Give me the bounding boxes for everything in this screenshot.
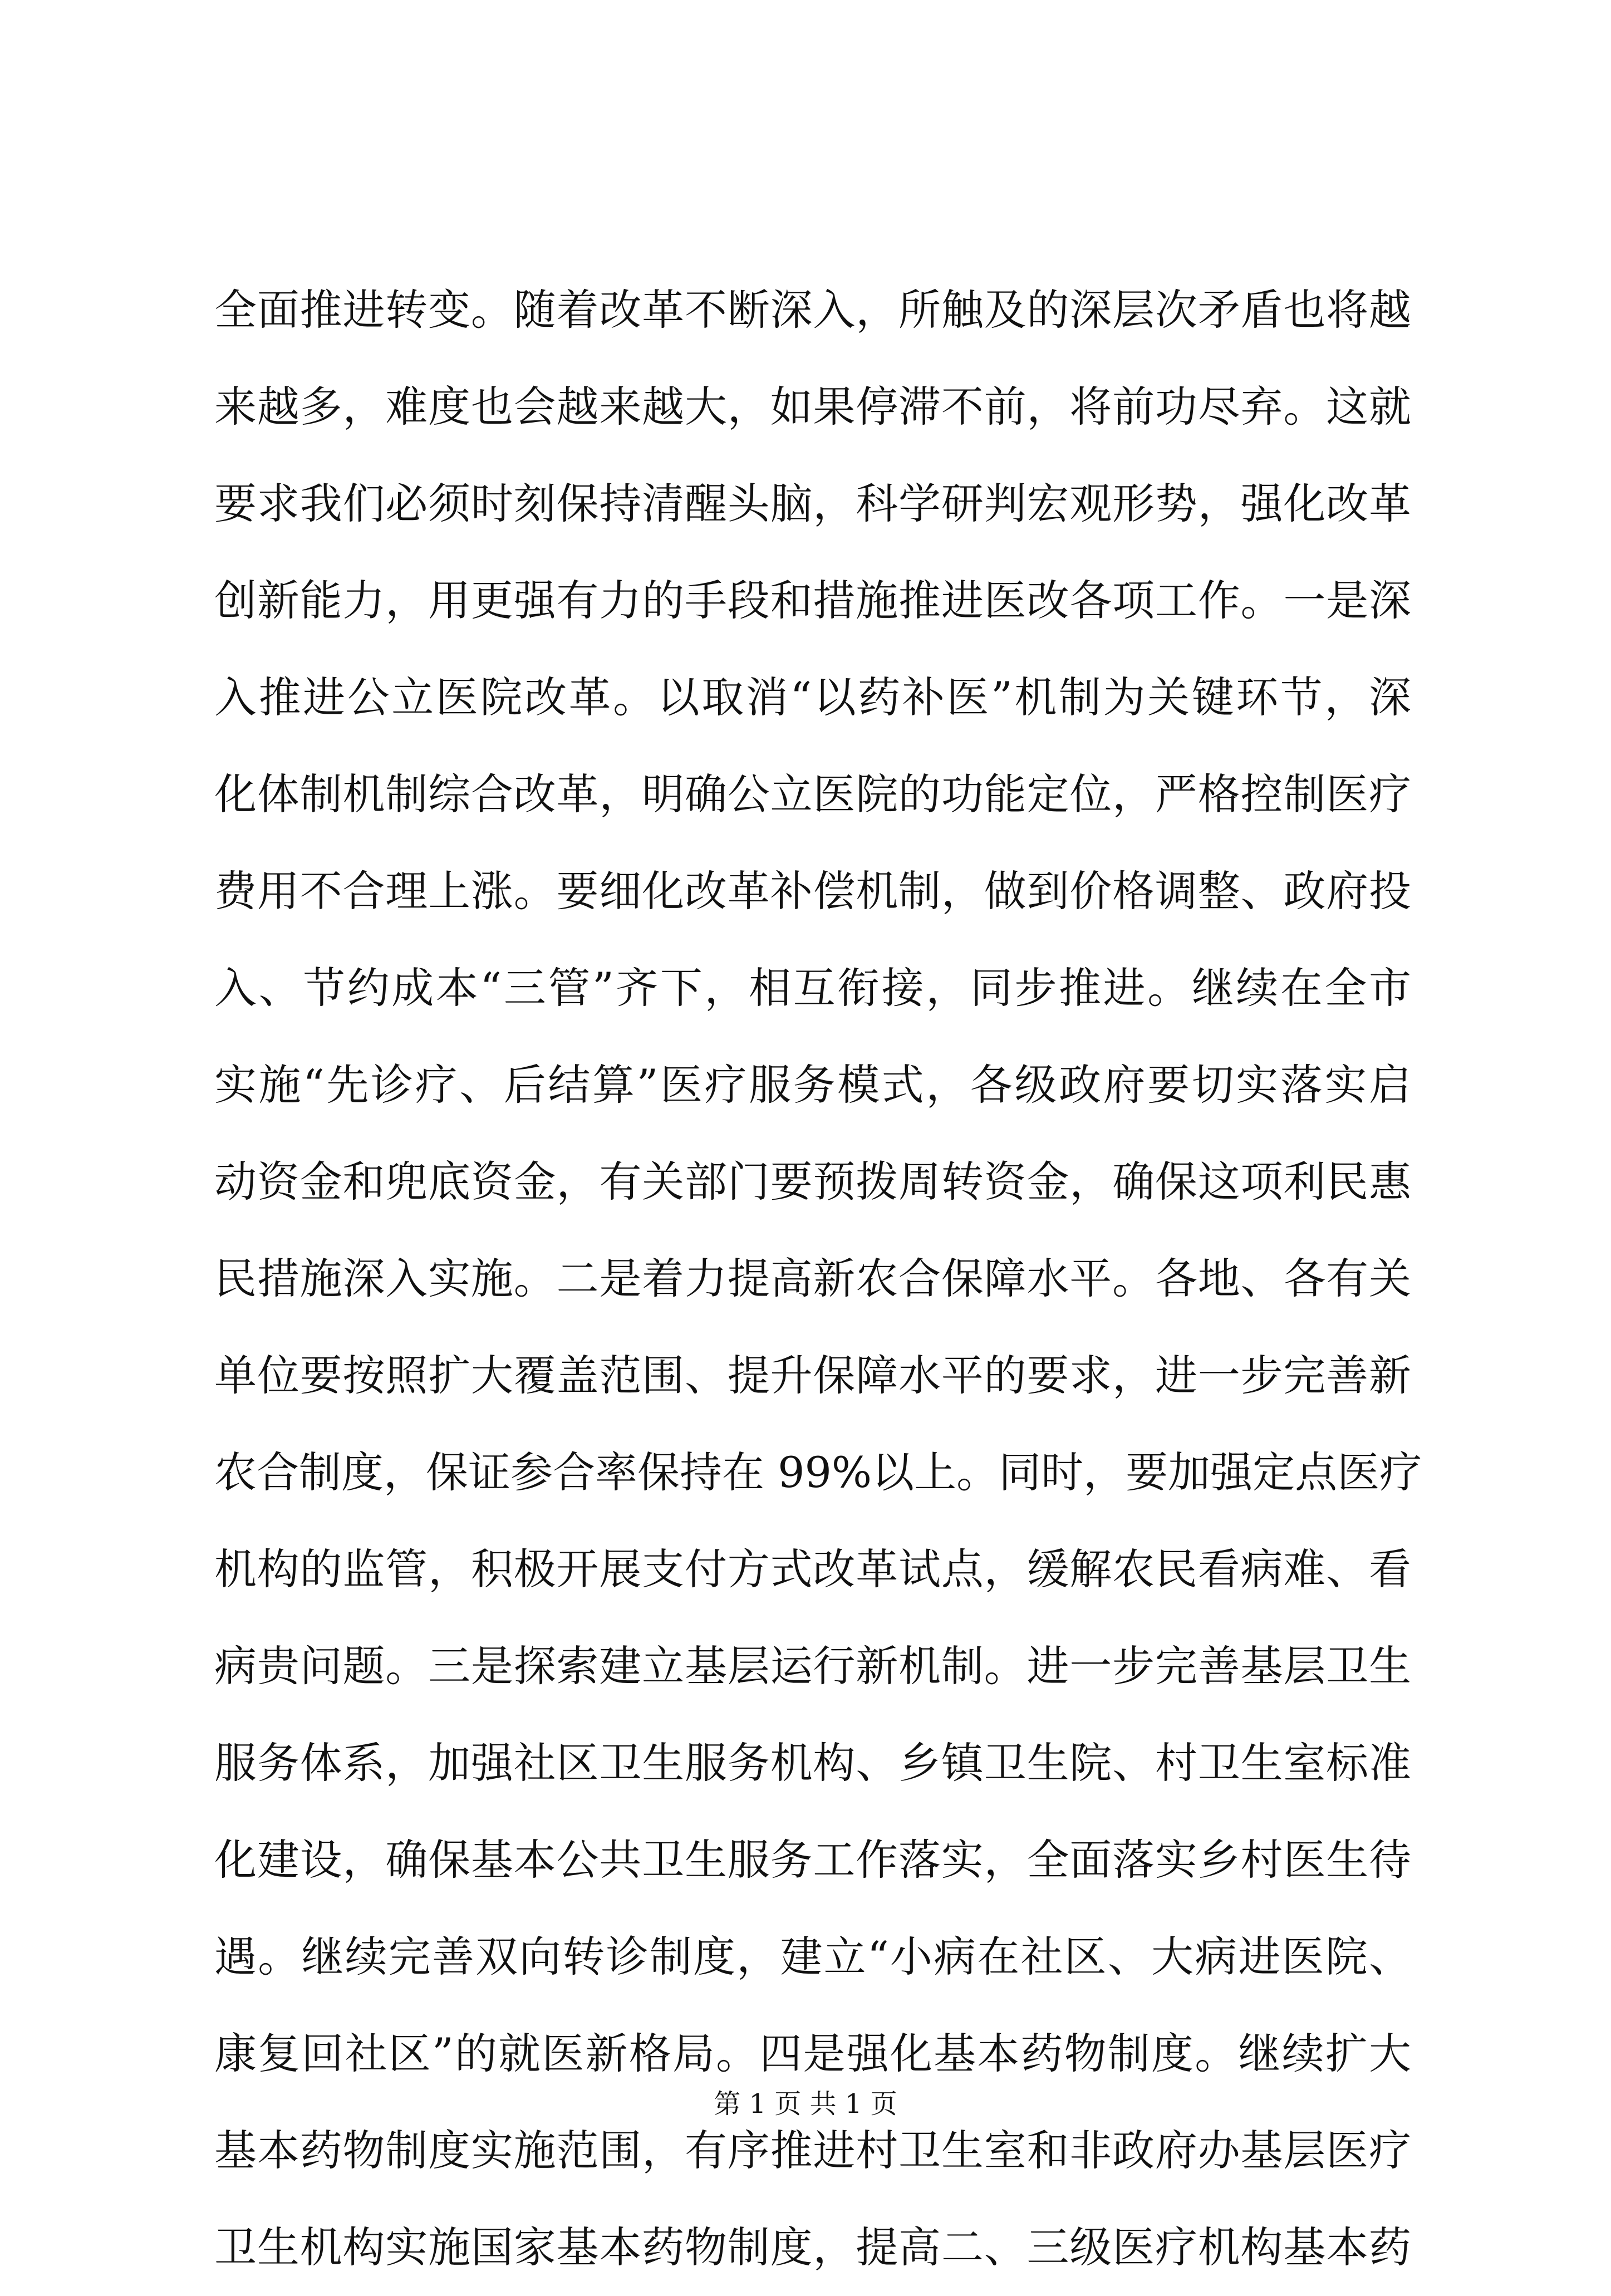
page-number-footer: 第 1 页 共 1 页	[714, 2088, 897, 2120]
text-line-9: 实施“先诊疗、后结算”医疗服务模式，各级政府要切实落实启	[214, 1060, 1411, 1110]
text-line-8: 入、节约成本“三管”齐下，相互衔接，同步推进。继续在全市	[214, 963, 1411, 1013]
text-line-14: 机构的监管，积极开展支付方式改革试点，缓解农民看病难、看	[214, 1544, 1411, 1594]
text-line-5: 入推进公立医院改革。以取消“以药补医”机制为关键环节，深	[214, 673, 1411, 722]
text-line-19: 康复回社区”的就医新格局。四是强化基本药物制度。继续扩大	[214, 2029, 1411, 2078]
text-line-1: 全面推进转变。随着改革不断深入，所触及的深层次矛盾也将越	[214, 285, 1411, 335]
text-line-18: 遇。继续完善双向转诊制度，建立“小病在社区、大病进医院、	[214, 1932, 1411, 1981]
text-line-6: 化体制机制综合改革，明确公立医院的功能定位，严格控制医疗	[214, 769, 1411, 819]
text-line-3: 要求我们必须时刻保持清醒头脑，科学研判宏观形势，强化改革	[214, 479, 1411, 528]
text-line-21: 卫生机构实施国家基本药物制度，提高二、三级医疗机构基本药	[214, 2223, 1411, 2272]
text-line-11: 民措施深入实施。二是着力提高新农合保障水平。各地、各有关	[214, 1254, 1411, 1303]
text-line-20: 基本药物制度实施范围，有序推进村卫生室和非政府办基层医疗	[214, 2126, 1411, 2175]
text-line-12: 单位要按照扩大覆盖范围、提升保障水平的要求，进一步完善新	[214, 1351, 1411, 1400]
text-line-2: 来越多，难度也会越来越大，如果停滞不前，将前功尽弃。这就	[214, 382, 1411, 431]
body-text	[214, 262, 1422, 2296]
text-line-17: 化建设，确保基本公共卫生服务工作落实，全面落实乡村医生待	[214, 1835, 1411, 1885]
text-line-13: 农合制度，保证参合率保持在 99%以上。同时，要加强定点医疗	[214, 1448, 1422, 1497]
text-line-4: 创新能力，用更强有力的手段和措施推进医改各项工作。一是深	[214, 576, 1411, 625]
text-line-10: 动资金和兜底资金，有关部门要预拨周转资金，确保这项利民惠	[214, 1157, 1411, 1206]
text-line-16: 服务体系，加强社区卫生服务机构、乡镇卫生院、村卫生室标准	[214, 1738, 1411, 1788]
text-line-7: 费用不合理上涨。要细化改革补偿机制，做到价格调整、政府投	[214, 866, 1411, 916]
text-line-15: 病贵问题。三是探索建立基层运行新机制。进一步完善基层卫生	[214, 1641, 1411, 1691]
